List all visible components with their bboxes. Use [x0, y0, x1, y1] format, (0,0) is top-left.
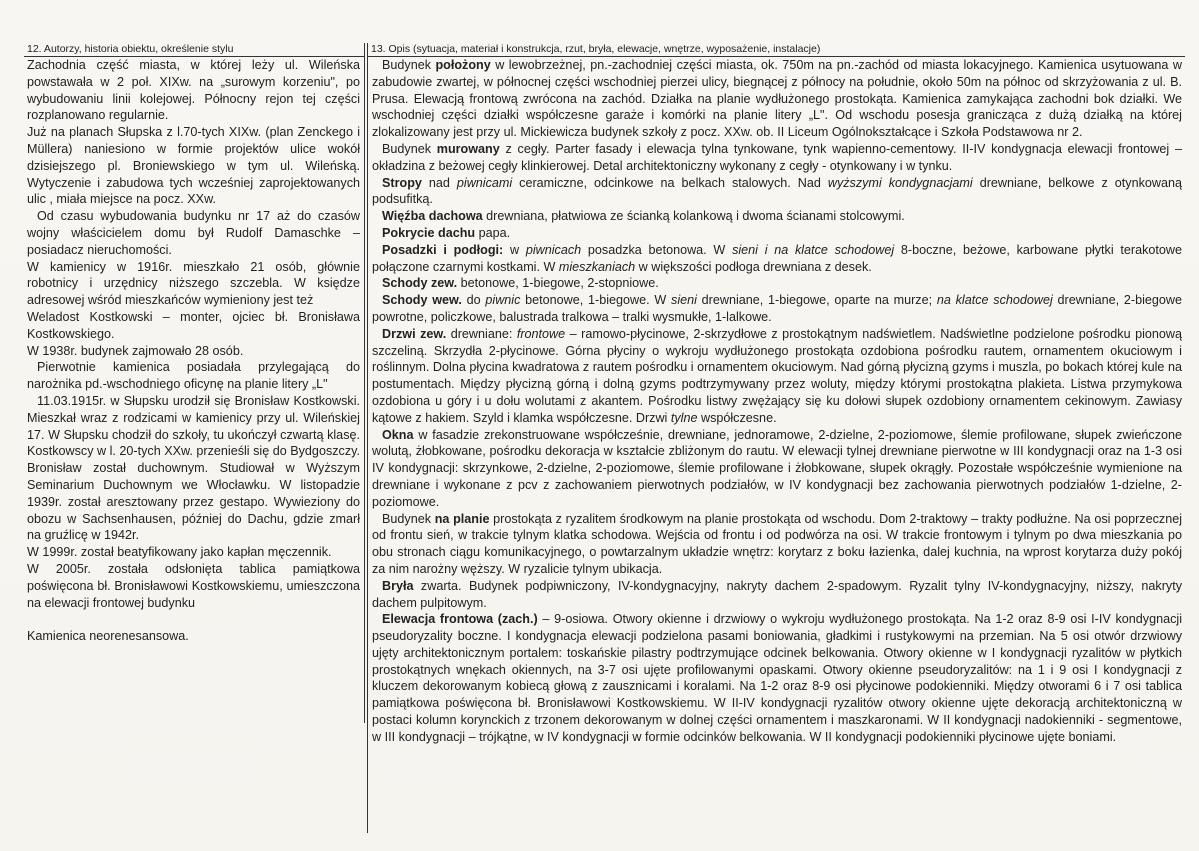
- paragraph-floors: Posadzki i podłogi: w piwnicach posadzka betonowa. W sieni i na klatce schodowej 8-boczne, beżowe, karbowane płytki terakotowe połączone czarnymi kostkami. W mieszkaniach w większości podłoga drewniana z desek.: [372, 242, 1183, 274]
- paragraph-windows: Okna w fasadzie zrekonstruowane współcześnie, drewniane, jednoramowe, 2-dzielne, 2-poziomowe, ślemie profilowane, słupek zwieńczone wolutą, żłobkowane, pośrodku dekoracja w kształcie zbliżonym do rautu. W elewacji tylnej drewniane pierwotne w III kondygnacji oraz na 1-3 osi IV kondygnacji: skrzynkowe, 2-dzielne, 2-poziomowe, ślemie profilowane i żłobkowane, słupek okrągły. Pozostałe współcześnie wymienione na drewniane i wykonane z pcv z zachowaniem pierwotnych podziałów, w IV kondygnacji bez zachowania pierwotnych podziałów 1-dzielne, 2-poziomowe.: [372, 427, 1182, 509]
- paragraph: W 2005r. została odsłonięta tablica pamiątkowa poświęcona bł. Bronisławowi Kostkowskiemu, umieszczona na elewacji frontowej budynku: [27, 561, 360, 610]
- paragraph-internal-stairs: Schody wew. do piwnic betonowe, 1-biegowe. W sieni drewniane, 1-biegowe, oparte na murze; na klatce schodowej drewniane, 2-biegowe powrotne, policzkowe, balustrada tralkowa – tralki wysmukłe, 1-lalkowe.: [372, 293, 1183, 324]
- paragraph-construction: Budynek murowany z cegły. Parter fasady i elewacja tylna tynkowane, tynk wapienno-cementowy. II-IV kondygnacja elewacji frontowej – okładzina z beżowej cegły klinkierowej. Detal architektoniczny wykonany z cegły - otynkowany i w tynku.: [372, 141, 1182, 173]
- style-statement: Kamienica neorenesansowa.: [27, 629, 189, 644]
- paragraph: Weladost Kostkowski – monter, ojciec bł. Bronisława Kostkowskiego.: [27, 309, 360, 341]
- paragraph-roofing: Pokrycie dachu papa.: [382, 225, 511, 240]
- section-13-header: 13. Opis (sytuacja, materiał i konstrukcja, rzut, bryła, elewacje, wnętrze, wyposażenie, instalacje): [371, 43, 821, 55]
- paragraph-location: Budynek położony w lewobrzeżnej, pn.-zachodniej części miasta, ok. 750m na pn.-zachód od miasta lokacyjnego. Kamienica usytuowana w zabudowie zwartej, w północnej części wschodniej pierzei ulicy, biegnącej z północy na południe, około 50m na północ od skrzyżowania z ul. B. Prusa. Elewacją frontową zwrócona na zachód. Działka na planie wydłużonego prostokąta. Kamienica zamykająca zachodni bok działki. We wschodniej części działki współczesne garaże i komórki na planie litery „L". Od wschodu posesja granicząca z dużą działką na której zlokalizowany jest przy ul. Mickiewicza budynek szkoły z pocz. XXw. ob. II Liceum Ogólnokształcące i Szkoła Podstawowa nr 2.: [372, 58, 1182, 140]
- paragraph-external-doors: Drzwi zew. drewniane: frontowe – ramowo-płycinowe, 2-skrzydłowe z prostokątnym nadświetlem. Nadświetlne podzielone pośrodku pionową szczeliną. Skrzydła 2-płycinowe. Górna płyciny o wykroju wydłużonego prostokąta ozdobiona pośrodku rautem, ornamentem okuciowym i roślinnym. Dolna płycina kwadratowa z rautem pośrodku i ornamentem okuciowym. Nad górną płycizną gzyms i muszla, po bokach której kule na postumentach. Między płycizną górną i dolną gzyms podtrzymywany przez woluty, między którymi prostokątna plakieta. Listwa przymykowa ozdobiona u góry i u dołu wolutami z akantem. Pośrodku listwy zwężający się ku dołowi słupek ozdobiony ornamentem cekinowym. Zawiasy kątowe z hakiem. Szyld i klamka współczesne. Drzwi tylne współczesne.: [372, 326, 1182, 425]
- paragraph-floor-plan: Budynek na planie prostokąta z ryzalitem środkowym na planie prostokąta od wschodu. Dom 2-traktowy – trakty podłużne. Na osi poprzecznej od frontu sień, w trakcie tylnym klatka schodowa. Wejścia od frontu i od podwórza na osi. W trakcie frontowym i tylnym po dwa mieszkania po obu stronach ciągu komunikacyjnego, o powtarzalnym układzie wnętrz: korytarz z boku łazienka, dalej kuchnia, na wprost korytarza duży pokój za nim narożny węższy. W ryzalicie tylnym ubikacja.: [372, 511, 1183, 576]
- paragraph-massing: Bryła zwarta. Budynek podpiwniczony, IV-kondygnacyjny, nakryty dachem 2-spadowym. Ryzalit tylny IV-kondygnacyjny, niższy, nakryty dachem pulpitowym.: [372, 578, 1182, 610]
- paragraph: 11.03.1915r. w Słupsku urodził się Bronisław Kostkowski. Mieszkał wraz z rodzicami w kamienicy przy ul. Wileńskiej 17. W Słupsku chodził do szkoły, tu ukończył czwartą klasę. Kostkowscy w l. 20-tych XXw. przenieśli się do Bydgoszczy. Bronisław został duchownym. Studiował w Wyższym Seminarium Duchownym we Włocławku. W listopadzie 1939r. został aresztowany przez gestapo. Wywieziony do obozu w Sachsenhausen, później do Dachu, gdzie zmarł na gruźlicę w 1942r.: [27, 393, 360, 543]
- paragraph: Zachodnia część miasta, w której leży ul. Wileńska powstawała w 2 poł. XIXw. na „surowym korzeniu", po wybudowaniu linii kolejowej. Północny rejon tej części rozplanowano regularnie.: [27, 58, 360, 123]
- description-column: [368, 43, 1186, 746]
- paragraph: W 1999r. został beatyfikowany jako kapłan męczennik.: [27, 545, 332, 560]
- paragraph-external-stairs: Schody zew. betonowe, 1-biegowe, 2-stopniowe.: [382, 276, 659, 291]
- paragraph: Od czasu wybudowania budynku nr 17 aż do czasów wojny właścicielem domu był Rudolf Damaschke – posiadacz nieruchomości.: [27, 209, 360, 257]
- column-divider: [364, 43, 365, 723]
- paragraph: W 1938r. budynek zajmowało 28 osób.: [27, 343, 244, 358]
- paragraph: Już na planach Słupska z l.70-tych XIXw. (plan Zenckego i Müllera) naniesiono w formie projektów ulice wokół dzisiejszego pl. Broniewskiego w tym ul. Wileńską. Wytyczenie i zabudowa tych wcześniej zaprojektowanych ulic , miała miejsce na pocz. XXw.: [27, 125, 360, 207]
- section-12-header: 12. Autorzy, historia obiektu, określenie stylu: [27, 43, 234, 55]
- history-column: [24, 43, 364, 645]
- description-text: [368, 57, 1186, 746]
- paragraph-front-elevation: Elewacja frontowa (zach.) – 9-osiowa. Otwory okienne i drzwiowy o wykroju wydłużonego prostokąta. Na 1-2 oraz 8-9 osi I-IV kondygnacji pseudoryzality boczne. I kondygnacja elewacji podzielona pasami boniowania, gładkimi i rustykowymi na przemian. Na 5 osi otwór drzwiowy ujęty architektonicznym portalem: toskańskie pilastry podtrzymujące odcinek belkowania. Otwory okienne w I kondygnacji ryzalitów w płytkich prostokątnych wnękach okiennych, na 3-7 osi ujęte profilowanymi opaskami. Otwory okienne pseudoryzalitów: na 1 i 9 osi I kondygnacji z kluczem dekorowanym kobiecą głową z zausznicami i koralami. Na 1-2 oraz 8-9 osi płycinowe podokienniki. Między otworami 6 i 7 osi tablica pamiątkowa poświęcona bł. Bronisławowi Kostkowskiemu. W II-IV kondygnacji ryzalitów otwory okienne ujęte dekoracją architektoniczną w postaci kolumn korynckich z trzonem dekorowanym w dolnej części ornamentem i maszkaronami. W II kondygnacji nadokienniki - segmentowe, w III kondygnacji – trójkątne, w IV kondygnacji w formie odcinków belkowania. W II kondygnacji podokienniki płycinowe ujęte boniami.: [372, 612, 1182, 744]
- paragraph-roof-truss: Więźba dachowa drewniana, płatwiowa ze ścianką kolankową i dwoma ścianami stolcowymi.: [382, 209, 905, 224]
- spacer: [27, 611, 360, 628]
- paragraph-ceilings: Stropy nad piwnicami ceramiczne, odcinkowe na belkach stalowych. Nad wyższymi kondygnacjami drewniane, belkowe z otynkowaną podsufitką.: [372, 175, 1183, 207]
- paragraph: W kamienicy w 1916r. mieszkało 21 osób, głównie robotnicy i urzędnicy niższego szczebla. W księdze adresowej wśród mieszkańców wymieniony jest też: [27, 259, 360, 308]
- paragraph: Pierwotnie kamienica posiadała przylegającą do narożnika pd.-wschodniego oficynę na planie litery „L": [27, 360, 360, 392]
- history-text: [24, 57, 364, 645]
